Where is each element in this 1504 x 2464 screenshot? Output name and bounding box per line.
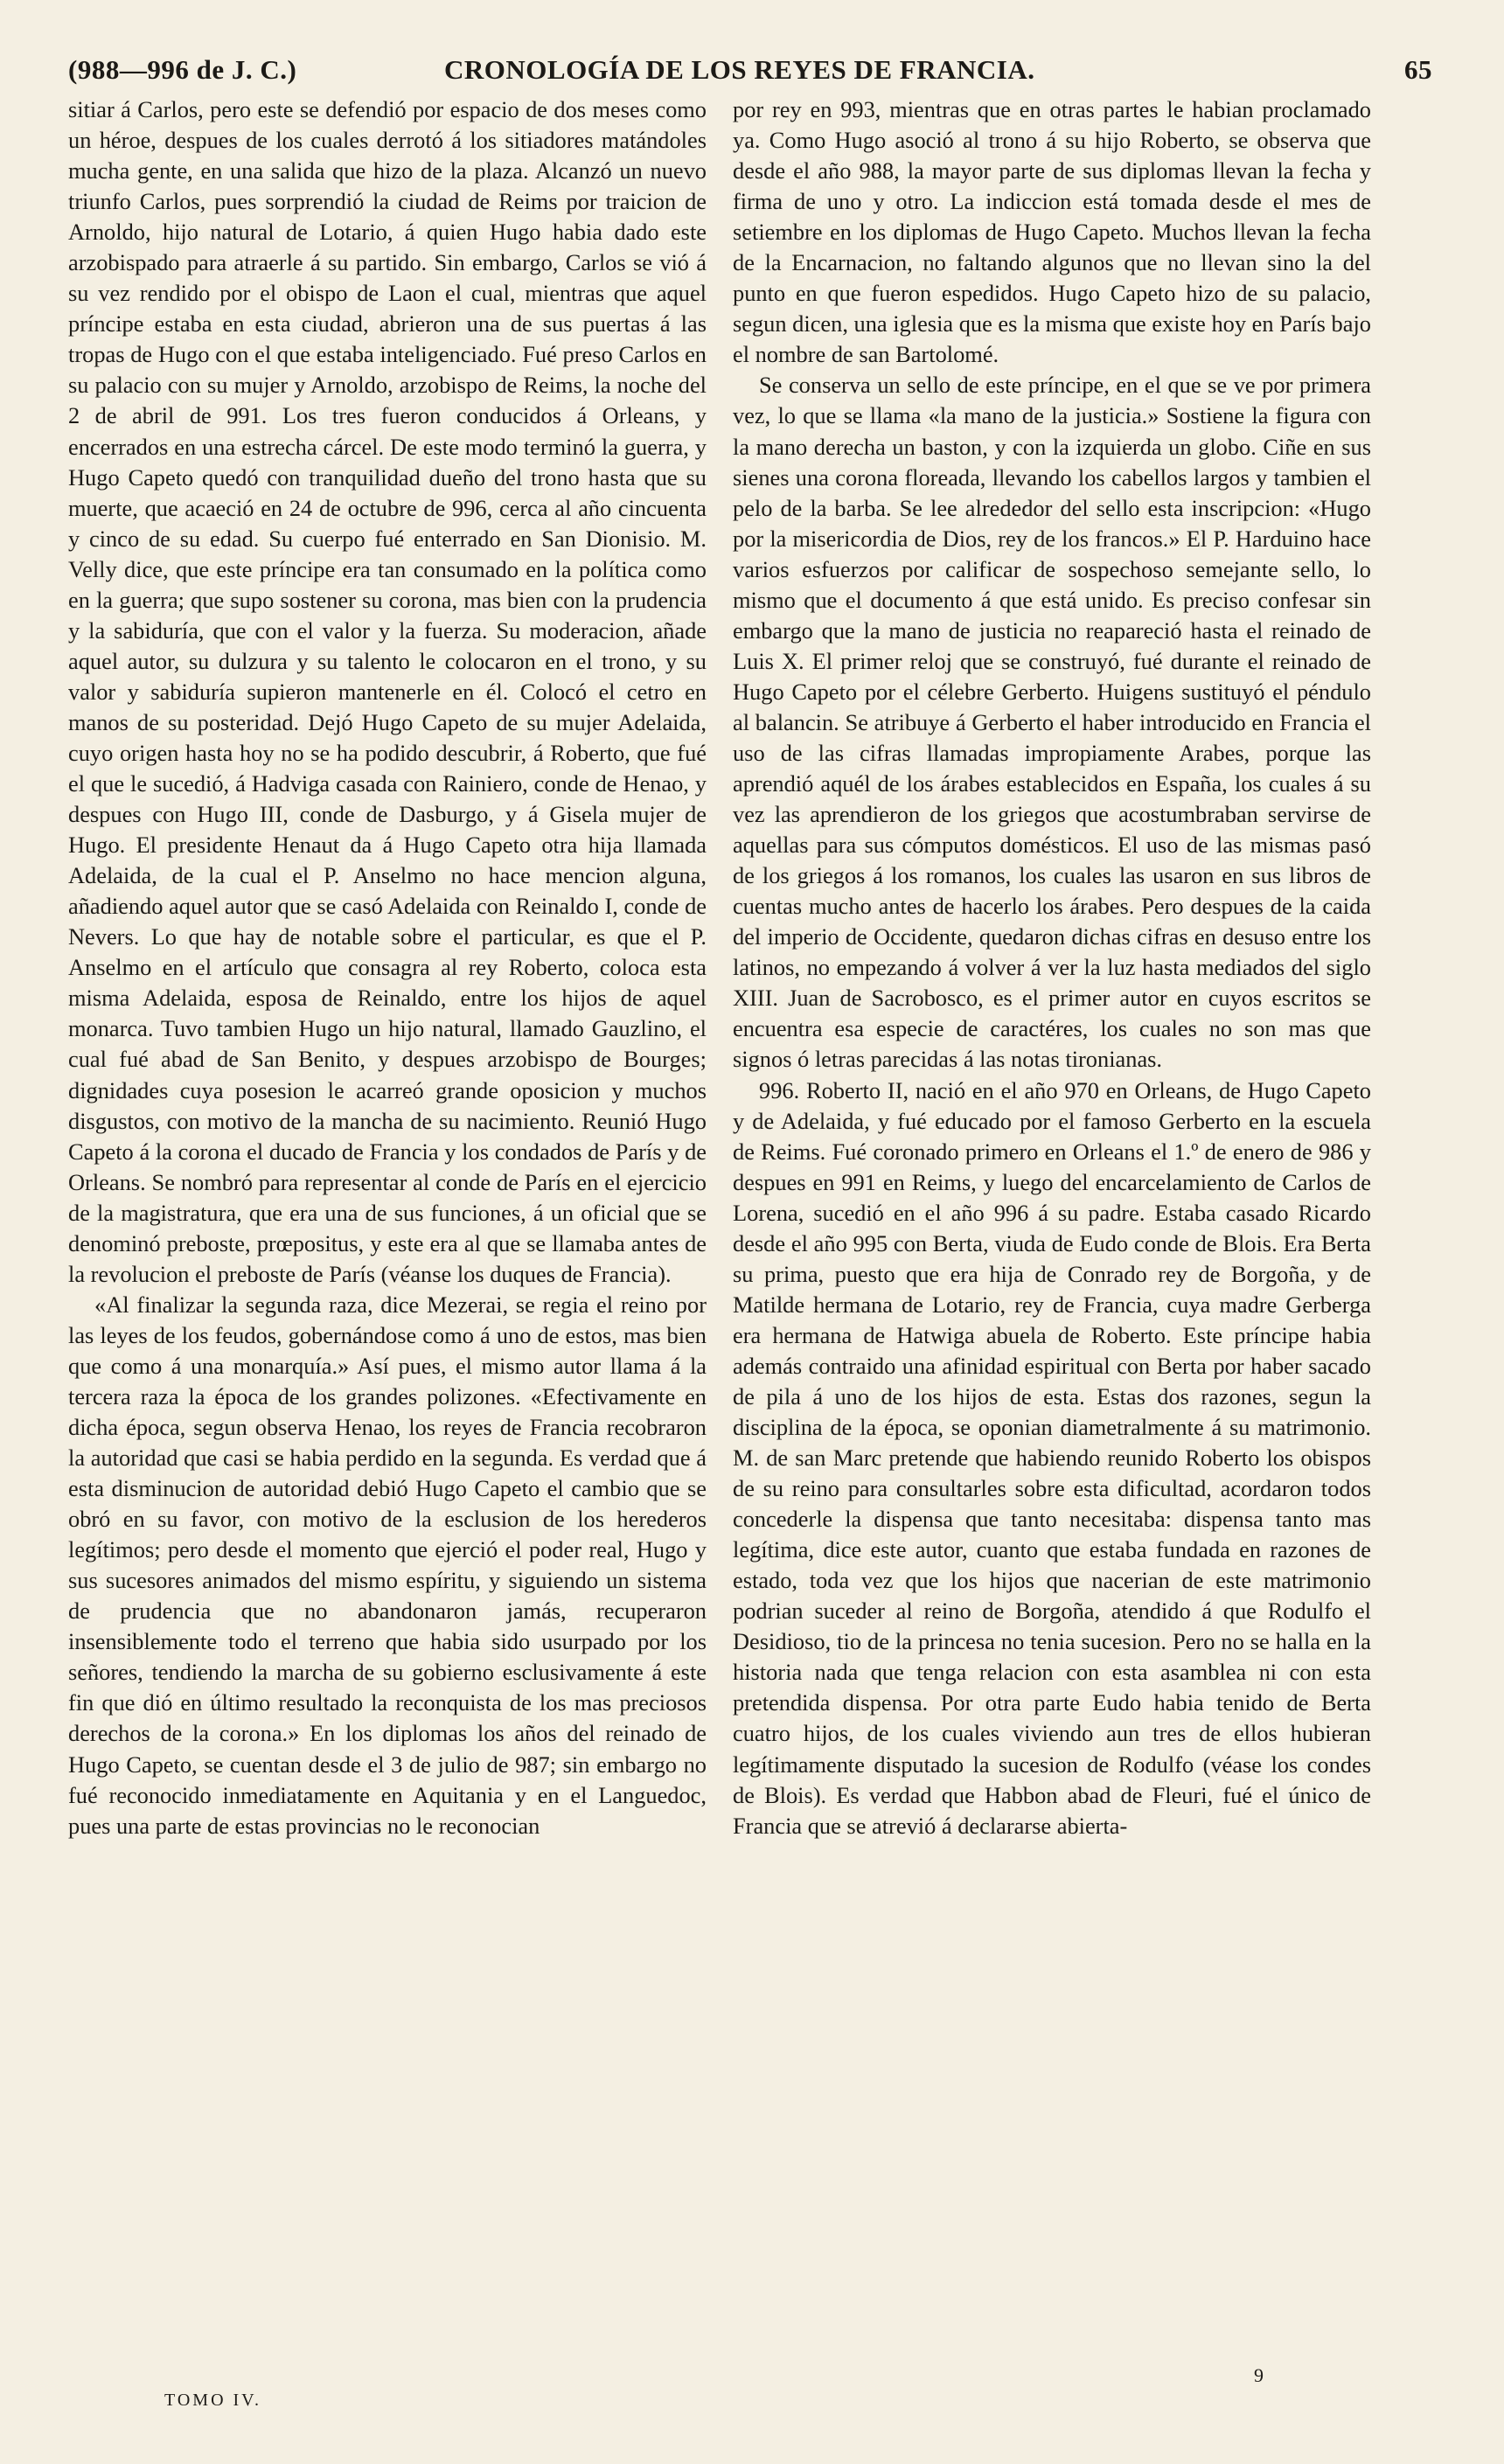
signature-mark: 9 (1254, 2364, 1264, 2386)
left-paragraph-2: «Al finalizar la segunda raza, dice Mezerai, se regia el reino por las leyes de los feudos, gobernándose como á uno de estos, mas bien que como á una monarquía.» Así pues, el mismo autor llama á la tercera raza la época de los grandes polizones. «Efectivamente en dicha época, segun observa Henao, los reyes de Francia recobraron la autoridad que casi se habia perdido en la segunda. Es verdad que á esta disminucion de autoridad debió Hugo Capeto el cambio que se obró en su favor, con motivo de la esclusion de los herederos legítimos; pero desde el momento que ejerció el poder real, Hugo y sus sucesores animados del mismo espíritu, y siguiendo un sistema de prudencia que no abandonaron jamás, recuperaron insensiblemente todo el terreno que habia sido usurpado por los señores, tendiendo la marcha de su gobierno esclusivamente á este fin que dió en último resultado la reconquista de los mas preciosos derechos de la corona.» En los diplomas los años del reinado de Hugo Capeto, se cuentan desde el 3 de julio de 987; sin embargo no fué reconocido inmediatamente en Aquitania y en el Languedoc, pues una parte de estas provincias no le reconocian (68, 1291, 707, 1839)
page-header (68, 54, 1432, 93)
page-number: 65 (1404, 54, 1432, 85)
header-title: CRONOLOGÍA DE LOS REYES DE FRANCIA. (444, 54, 1035, 85)
right-paragraph-2: Se conserva un sello de este príncipe, en el que se ve por primera vez, lo que se llama «la mano de la justicia.» Sostiene la figura con la mano derecha un baston, y con la izquierda un globo. Ciñe en sus sienes una corona floreada, llevando los cabellos largos y tambien el pelo de la barba. Se lee alrededor del sello esta inscripcion: «Hugo por la misericordia de Dios, rey de los francos.» El P. Harduino hace varios esfuerzos por calificar de sospechoso semejante sello, lo mismo que el documento á que está unido. Es preciso confesar sin embargo que la mano de justicia no reapareció hasta el reinado de Luis X. El primer reloj que se construyó, fué durante el reinado de Hugo Capeto por el célebre Gerberto. Huigens sustituyó el péndulo al balancin. Se atribuye á Gerberto el haber introducido en Francia el uso de las cifras llamadas impropiamente Arabes, porque las aprendió aquél de los árabes establecidos en España, los cuales á su vez las aprendieron de los griegos que acostumbraban servirse de aquellas para sus cómputos domésticos. El uso de las mismas pasó de los griegos á los romanos, los cuales las usaron en sus libros de cuentas mucho antes de hacerlo los árabes. Pero despues de la caida del imperio de Occidente, quedaron dichas cifras en desuso entre los latinos, no empezando á volver á ver la luz hasta mediados del siglo XIII. Juan de Sacrobosco, es el primer autor en cuyos escritos se encuentra esa especie de caractéres, los cuales no son mas que signos ó letras parecidas á las notas tironianas. (733, 372, 1371, 1073)
header-date-range: (988—996 de J. C.) (68, 54, 297, 85)
right-paragraph-3: 996. Roberto II, nació en el año 970 en Orleans, de Hugo Capeto y de Adelaida, y fué educado por el famoso Gerberto en la escuela de Reims. Fué coronado primero en Orleans el 1.º de enero de 986 y despues en 991 en Reims, y luego del encarcelamiento de Carlos de Lorena, sucedió en el año 996 á su padre. Estaba casado Ricardo desde el año 995 con Berta, viuda de Eudo conde de Blois. Era Berta su prima, puesto que era hija de Conrado rey de Borgoña, y de Matilde hermana de Lotario, rey de Francia, cuya madre Gerberga era hermana de Hatwiga abuela de Roberto. Este príncipe habia además contraido una afinidad espiritual con Berta por haber sacado de pila á uno de los hijos de esta. Estas dos razones, segun la disciplina de la época, se oponian diametralmente á su matrimonio. M. de san Marc pretende que habiendo reunido Roberto los obispos de su reino para consultarles sobre esta dificultad, acordaron todos concederle la dispensa que tanto necesitaba: dispensa tanto mas legítima, dice este autor, cuanto que estaba fundada en razones de estado, toda vez que los hijos que nacerian de este matrimonio podrian suceder al reino de Borgoña, atendido á que Rodulfo el Desidioso, tio de la princesa no tenia sucesion. Pero no se halla en la historia nada que tenga relacion con esta asamblea ni con esta pretendida dispensa. Por otra parte Eudo habia tenido de Berta cuatro hijos, de los cuales viviendo aun tres de ellos hubieran legítimamente disputado la sucesion de Rodulfo (véase los condes de Blois). Es verdad que Habbon abad de Fleuri, fué el único de Francia que se atrevió á declararse abierta- (733, 1076, 1371, 1839)
left-paragraph-1: sitiar á Carlos, pero este se defendió por espacio de dos meses como un héroe, despues de los cuales derrotó á los sitiadores matándoles mucha gente, en una salida que hizo de la plaza. Alcanzó un nuevo triunfo Carlos, pues sorprendió la ciudad de Reims por traicion de Arnoldo, hijo natural de Lotario, á quien Hugo habia dado este arzobispado para atraerle á su partido. Sin embargo, Carlos se vió á su vez rendido por el obispo de Laon el cual, mientras que aquel príncipe estaba en esta ciudad, abrieron una de sus puertas á las tropas de Hugo con el que estaba inteligenciado. Fué preso Carlos en su palacio con su mujer y Arnoldo, arzobispo de Reims, la noche del 2 de abril de 991. Los tres fueron conducidos á Orleans, y encerrados en una estrecha cárcel. De este modo terminó la guerra, y Hugo Capeto quedó con tranquilidad dueño del trono hasta que su muerte, que acaeció en 24 de octubre de 996, cerca al año cincuenta y cinco de su edad. Su cuerpo fué enterrado en San Dionisio. M. Velly dice, que este príncipe era tan consumado en la política como en la guerra; que supo sostener su corona, mas bien con la prudencia y la sabiduría, que con el valor y la fuerza. Su moderacion, añade aquel autor, su dulzura y su talento le colocaron en el trono, y su valor y sabiduría supieron mantenerle en él. Colocó el cetro en manos de su posteridad. Dejó Hugo Capeto de su mujer Adelaida, cuyo origen hasta hoy no se ha podido descubrir, á Roberto, que fué el que le sucedió, á Hadviga casada con Rainiero, conde de Henao, y despues con Hugo III, conde de Dasburgo, y á Gisela mujer de Hugo. El presidente Henaut da á Hugo Capeto otra hija llamada Adelaida, de la cual el P. Anselmo no hace mencion alguna, añadiendo aquel autor que se casó Adelaida con Reinaldo I, conde de Nevers. Lo que hay de notable sobre el particular, es que el P. Anselmo en el artículo que consagra al rey Roberto, coloca esta misma Adelaida, esposa de Reinaldo, entre los hijos de aquel monarca. Tuvo tambien Hugo un hijo natural, llamado Gauzlino, el cual fué abad de San Benito, y despues arzobispo de Bourges; dignidades cuya posesion le acarreó grande oposicion y muchos disgustos, con motivo de la mancha de su nacimiento. Reunió Hugo Capeto á la corona el ducado de Francia y los condados de París y de Orleans. Se nombró para representar al conde de París en el ejercicio de la magistratura, que era una de sus funciones, á un oficial que se denominó preboste, prœpositus, y este era al que se llamaba antes de la revolucion el preboste de París (véanse los duques de Francia). (68, 96, 707, 1287)
right-column (733, 94, 1371, 1841)
left-column (68, 94, 707, 1841)
right-paragraph-1: por rey en 993, mientras que en otras partes le habian proclamado ya. Como Hugo asoció al trono á su hijo Roberto, se observa que desde el año 988, la mayor parte de sus diplomas llevan la fecha y firma de uno y otro. La indiccion está tomada desde el mes de setiembre en los diplomas de Hugo Capeto. Muchos llevan la fecha de la Encarnacion, no faltando algunos que no llevan sino la del punto en que fueron espedidos. Hugo Capeto hizo de su palacio, segun dicen, una iglesia que es la misma que existe hoy en París bajo el nombre de san Bartolomé. (733, 96, 1371, 368)
volume-label: TOMO IV. (164, 2391, 262, 2410)
